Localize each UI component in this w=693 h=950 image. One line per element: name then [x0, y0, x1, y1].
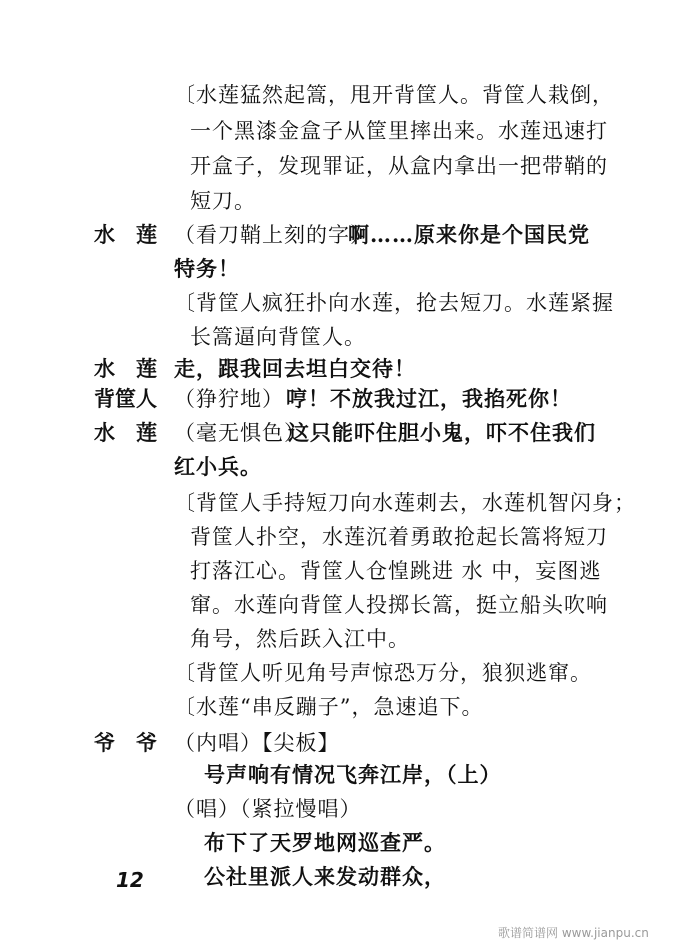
- page-number: 12: [116, 868, 144, 892]
- speech-line: 这只能吓住胆小鬼，吓不住我们: [288, 420, 596, 445]
- speaker-name: 水 莲: [94, 356, 157, 381]
- speech-direction: （狰狞地）: [174, 387, 284, 411]
- singing-direction: （唱）（紧拉慢唱）: [174, 797, 362, 821]
- stage-direction-line: 打落江心。背筐人仓惶跳进 水 中，妄图逃: [190, 559, 602, 583]
- lyric-line: 公社里派人来发动群众，: [204, 864, 446, 889]
- stage-direction-line: 角号，然后跃入江中。: [190, 627, 410, 651]
- stage-direction-line: 〔水莲“串反蹦子”，急速追下。: [174, 695, 484, 719]
- lyric-line: 号声响有情况飞奔江岸，（上）: [204, 762, 502, 787]
- stage-direction-line: 〔背筐人听见角号声惊恐万分，狼狈逃窜。: [174, 661, 592, 685]
- speech-line: 红小兵。: [174, 454, 262, 479]
- stage-direction-line: 〔背筐人手持短刀向水莲刺去，水莲机智闪身；: [174, 491, 636, 515]
- speech-direction: （看刀鞘上刻的字）: [174, 223, 372, 247]
- speaker-name: 背筐人: [94, 386, 157, 411]
- stage-direction-line: 长篙逼向背筐人。: [190, 325, 366, 349]
- speaker-name: 水 莲: [94, 222, 157, 247]
- speech-line: 特务！: [174, 256, 240, 281]
- singing-direction: （内唱）【尖板】: [174, 731, 340, 755]
- stage-direction-line: 开盒子，发现罪证，从盒内拿出一把带鞘的: [190, 154, 608, 178]
- speech-line: 哼！不放我过江，我掐死你！: [286, 386, 572, 411]
- stage-direction-line: 窜。水莲向背筐人投掷长篙，挺立船头吹响: [190, 593, 608, 617]
- speech-line: 啊……原来你是个国民党: [348, 222, 590, 247]
- stage-direction-line: 背筐人扑空，水莲沉着勇敢抢起长篙将短刀: [190, 525, 608, 549]
- stage-direction-line: 一个黑漆金盒子从筐里摔出来。水莲迅速打: [190, 119, 608, 143]
- lyric-line: 布下了天罗地网巡查严。: [204, 830, 446, 855]
- stage-direction-line: 〔水莲猛然起篙，甩开背筐人。背筐人栽倒，: [174, 83, 614, 107]
- speech-direction: （毫无惧色）: [174, 421, 306, 445]
- stage-direction-line: 〔背筐人疯狂扑向水莲，抢去短刀。水莲紧握: [174, 291, 614, 315]
- speaker-name: 爷 爷: [94, 730, 157, 755]
- stage-direction-line: 短刀。: [190, 189, 256, 213]
- speech-line: 走，跟我回去坦白交待！: [174, 356, 416, 381]
- speaker-name: 水 莲: [94, 420, 157, 445]
- watermark: 歌谱简谱网 www.jianpu.cn: [498, 926, 649, 940]
